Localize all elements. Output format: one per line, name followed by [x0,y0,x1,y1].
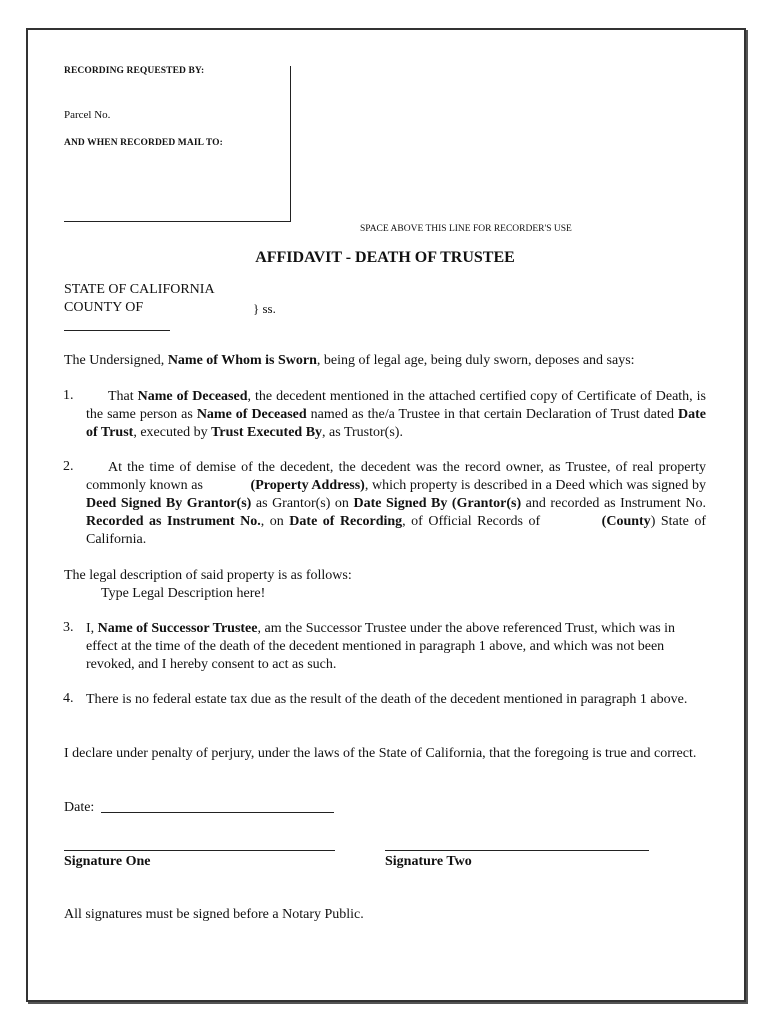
successor-trustee-field: Name of Successor Trustee [97,621,258,636]
sworn-name-field: Name of Whom is Sworn [167,353,317,368]
property-address-field: (Property Address) [250,478,365,493]
ss-bracket: } ss. [253,301,276,316]
para2-number: 2. [63,459,74,474]
recording-date-field: Date of Recording [289,514,403,529]
perjury-declaration: I declare under penalty of perjury, under the laws of the State of California, that the foregoing is true and correct. [64,746,697,761]
paragraph-3: I, Name of Successor Trustee, am the Successor Trustee under the above referenced Trust, which was in effect at the time of the death of the decedent mentioned in paragraph 1 above, and which was not been revoked, and I hereby consent to act as such. [86,621,676,672]
intro-statement: The Undersigned, Name of Whom is Sworn, being of legal age, being duly sworn, deposes and says: [64,353,635,368]
trust-date-field: Date of Trust [86,407,706,440]
parcel-number-label: Parcel No. [64,109,111,121]
signature-two-line[interactable] [385,850,649,851]
county-label: COUNTY OF [64,300,144,315]
para3-number: 3. [63,620,74,635]
recorder-box-divider [290,66,291,221]
recording-requested-label: RECORDING REQUESTED BY: [64,66,205,76]
date-label: Date: [64,800,95,815]
date-signed-field: Date Signed By (Grantor(s) [353,496,522,511]
legal-description-heading: The legal description of said property is as follows: [64,568,352,583]
paragraph-1: That Name of Deceased, the decedent mentioned in the attached certified copy of Certificate of Death, is the same person as Name of Deceased named as the/a Trustee in that certain Declaration of Trust dated Date of Trust, executed by Trust Executed By, as Trustor(s). [86,389,706,440]
notary-note: All signatures must be signed before a Notary Public. [64,907,364,922]
signature-one-line[interactable] [64,850,335,851]
deed-grantor-field: Deed Signed By Grantor(s) [86,496,252,511]
date-line[interactable] [101,812,334,813]
deceased-name-field: Name of Deceased [137,389,248,404]
county-field: (County [601,514,651,529]
recorder-box-bottom-line [64,221,291,222]
mail-to-label: AND WHEN RECORDED MAIL TO: [64,138,223,148]
recorder-use-label: SPACE ABOVE THIS LINE FOR RECORDER'S USE [360,224,572,234]
signature-two-label: Signature Two [385,854,472,869]
signature-one-label: Signature One [64,854,151,869]
instrument-number-field: Recorded as Instrument No. [86,514,261,529]
document-title: AFFIDAVIT - DEATH OF TRUSTEE [255,249,515,266]
para1-number: 1. [63,388,74,403]
legal-description-text: Type Legal Description here! [101,586,266,601]
paragraph-4: There is no federal estate tax due as the result of the death of the decedent mentioned in paragraph 1 above. [86,692,688,707]
state-label: STATE OF CALIFORNIA [64,282,215,297]
county-blank-line [64,330,170,331]
paragraph-2: At the time of demise of the decedent, the decedent was the record owner, as Trustee, of real property commonly known as (Property Address), which property is described in a Deed which was signed by Deed Signed By Grantor(s) as Grantor(s) on Date Signed By (Grantor(s) and recorded as Instrument No. Recorded as Instrument No., on Date of Recording, of Official Records of (County) State of California. [86,460,707,547]
trust-executed-by-field: Trust Executed By [211,425,323,440]
para4-number: 4. [63,691,74,706]
deceased-name-field-2: Name of Deceased [196,407,307,422]
